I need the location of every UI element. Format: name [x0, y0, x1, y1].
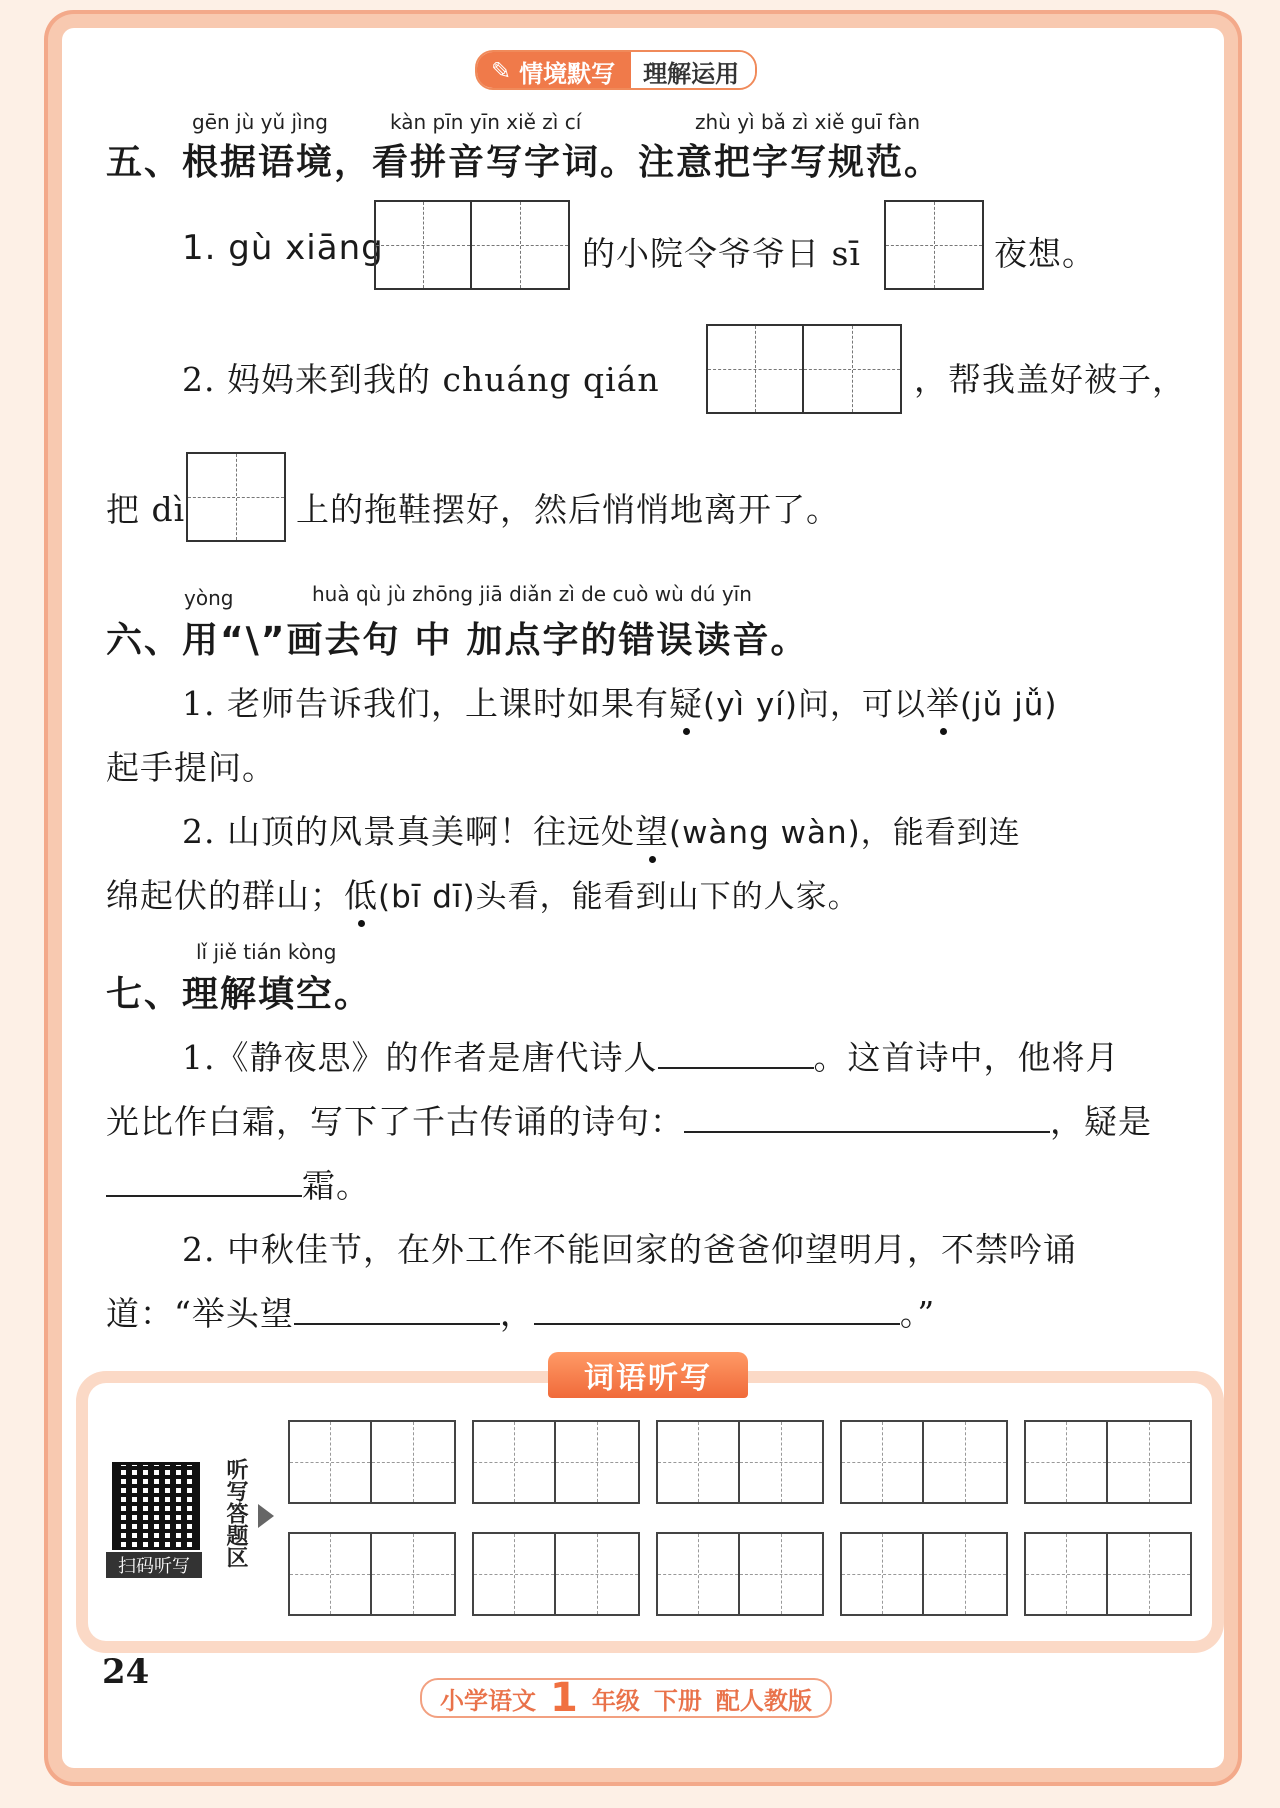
s5-q2b-post: 上的拖鞋摆好，然后悄悄地离开了。 [296, 490, 840, 529]
s7-q1-blank1[interactable] [658, 1037, 814, 1069]
dictation-grid[interactable] [472, 1532, 640, 1616]
s7-q1-line3: 霜。 [106, 1160, 370, 1207]
s5-q1-pre: 1. gù xiāng [182, 228, 384, 268]
s5-pinyin-c: zhù yì bǎ zì xiě guī fàn [695, 110, 920, 134]
s5-q2-pre: 2. 妈妈来到我的 chuáng qián [182, 360, 660, 399]
s6-title: 六、用“\”画去句 中 加点字的错误读音。 [106, 620, 809, 661]
dictation-grid[interactable] [840, 1532, 1008, 1616]
s7-q1-blank2[interactable] [684, 1101, 1050, 1133]
qr-code-icon[interactable] [112, 1462, 200, 1550]
dictation-grid[interactable] [840, 1420, 1008, 1504]
qr-label: 扫码听写 [106, 1552, 202, 1578]
s7-q2-line1: 2. 中秋佳节，在外工作不能回家的爸爸仰望明月，不禁吟诵 [182, 1230, 1077, 1269]
dictation-title: 词语听写 [548, 1352, 748, 1398]
s5-title: 五、根据语境，看拼音写字词。注意把字写规范。 [106, 142, 943, 183]
s5-q2b-pre: 把 dì [106, 490, 186, 529]
s5-pinyin-a: gēn jù yǔ jìng [192, 110, 328, 134]
s5-q1-mid: 的小院令爷爷日 sī [582, 234, 861, 273]
s7-q1-line1: 1.《静夜思》的作者是唐代诗人 。这首诗中，他将月 [182, 1038, 1120, 1077]
s7-q2-blank2[interactable] [534, 1293, 900, 1325]
s5-q2b-grid[interactable] [186, 452, 286, 542]
footer-grade-num: 1 [550, 1675, 578, 1721]
header-left [477, 52, 631, 88]
s6-q1-line2: 起手提问。 [106, 748, 276, 787]
footer-term: 下册 [653, 1686, 702, 1715]
arrow-right-icon [258, 1504, 274, 1528]
dictation-grid[interactable] [1024, 1420, 1192, 1504]
s7-title: 七、理解填空。 [106, 974, 373, 1015]
dictation-grid[interactable] [656, 1420, 824, 1504]
header-right-label: 理解运用 [631, 52, 755, 88]
s5-q1-grid-b[interactable] [884, 200, 984, 290]
s5-q1-post: 夜想。 [994, 234, 1096, 273]
section-header [475, 50, 757, 90]
s5-q2-grid[interactable] [706, 324, 902, 414]
s7-q1-blank3[interactable] [106, 1165, 302, 1197]
footer-grade: 年级 [591, 1686, 640, 1715]
footer-book-info [420, 1675, 832, 1721]
dictation-grid[interactable] [1024, 1532, 1192, 1616]
s7-q2-blank1[interactable] [294, 1293, 500, 1325]
s7-q2-line2: 道：“举头望 ， 。” [106, 1294, 936, 1333]
s6-q2-line2: 绵起伏的群山；低(bī dī)头看，能看到山下的人家。 [106, 870, 860, 917]
s7-pinyin: lǐ jiě tián kòng [196, 940, 337, 964]
footer-subject: 小学语文 [440, 1686, 536, 1715]
s5-q2-post: ，帮我盖好被子， [914, 360, 1186, 399]
dictation-side-label: 听写答题区 [223, 1458, 248, 1568]
s7-q1-line2: 光比作白霜，写下了千古传诵的诗句： ，疑是 [106, 1102, 1152, 1141]
s6-pinyin-b: huà qù jù zhōng jiā diǎn zì de cuò wù dú yīn [312, 582, 752, 606]
s5-q1-grid-a[interactable] [374, 200, 570, 290]
dictation-grid[interactable] [656, 1532, 824, 1616]
pen-icon: ✎ [491, 57, 512, 85]
s6-pinyin-a: yòng [184, 586, 234, 610]
dictation-grid[interactable] [288, 1420, 456, 1504]
dictation-grid[interactable] [472, 1420, 640, 1504]
s5-pinyin-b: kàn pīn yīn xiě zì cí [390, 110, 582, 134]
footer-edition: 配人教版 [715, 1686, 812, 1715]
s6-q1-line1: 1. 老师告诉我们，上课时如果有疑(yì yí)问，可以举(jǔ jǚ) [182, 678, 1058, 725]
page-number: 24 [102, 1652, 150, 1692]
s6-q2-line1: 2. 山顶的风景真美啊！往远处望(wàng wàn)，能看到连 [182, 806, 1021, 853]
dictation-grid[interactable] [288, 1532, 456, 1616]
header-left-label: 情境默写 [519, 59, 616, 88]
